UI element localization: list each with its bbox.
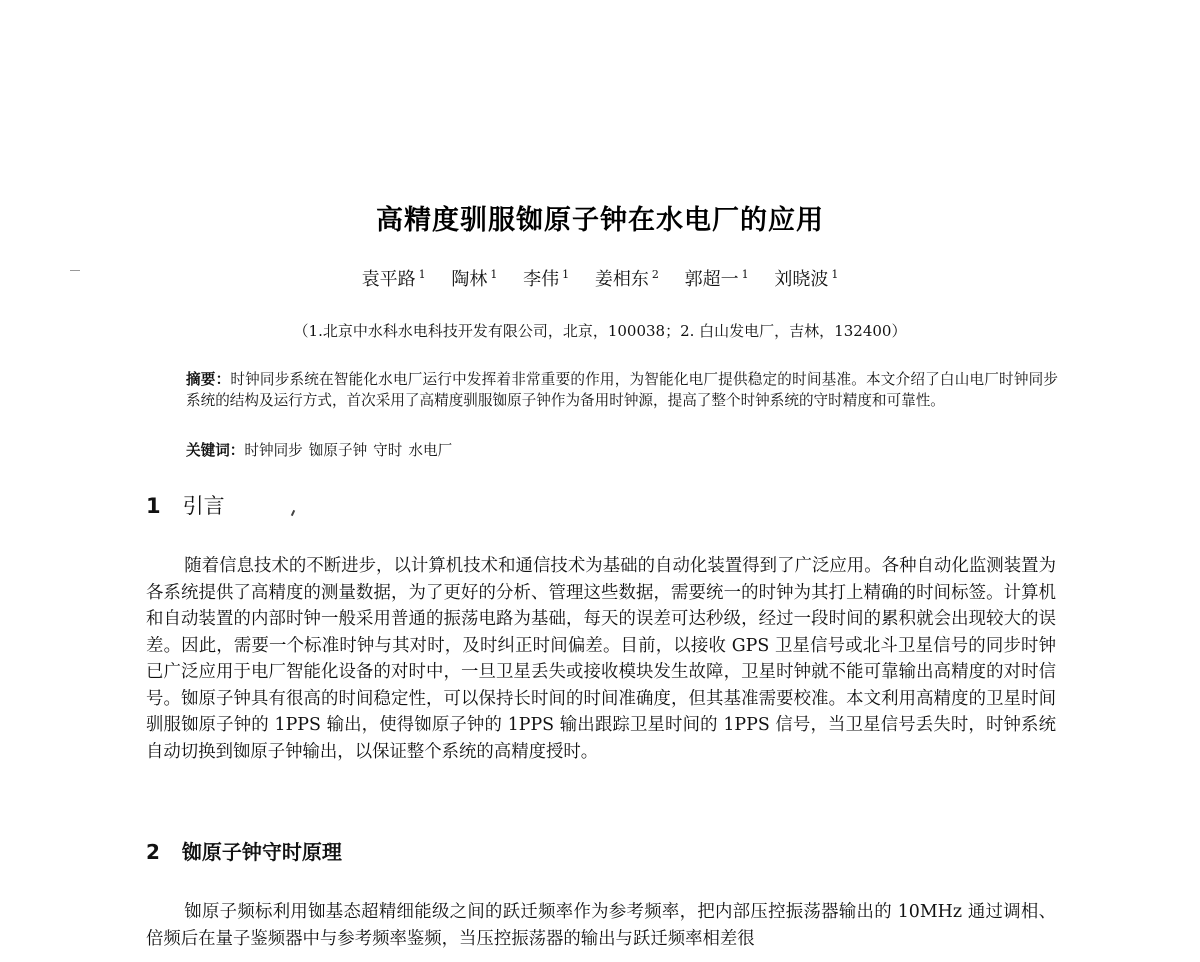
section-heading	[146, 836, 342, 865]
author: 李伟 $^1$	[523, 268, 570, 290]
affiliation: （1.北京中水科水电科技开发有限公司，北京，100038；2. 白山发电厂，吉林，132400）	[293, 322, 907, 340]
keyword: 水电厂	[408, 442, 453, 459]
author: 郭超一 $^1$	[684, 268, 749, 290]
keywords-label: 关键词：	[186, 442, 245, 459]
author: 陶林 $^1$	[451, 268, 498, 290]
scan-artifact	[291, 510, 295, 516]
paper-title: 高精度驯服铷原子钟在水电厂的应用	[376, 205, 824, 236]
abstract-text: 时钟同步系统在智能化水电厂运行中发挥着非常重要的作用，为智能化电厂提供稳定的时间基准。本文介绍了白山电厂时钟同步系统的结构及运行方式，首次采用了高精度驯服铷原子钟作为备用时钟源，提高了整个时钟系统的守时精度和可靠性。	[186, 371, 1058, 409]
abstract-label: 摘要：	[186, 371, 231, 388]
author: 姜相东 $^2$	[594, 268, 659, 290]
author: 袁平路 $^1$	[361, 268, 426, 290]
section-number: 2	[146, 840, 160, 864]
section-paragraph: 随着信息技术的不断进步，以计算机技术和通信技术为基础的自动化装置得到了广泛应用。各种自动化监测装置为各系统提供了高精度的测量数据，为了更好的分析、管理这些数据，需要统一的时钟为其打上精确的时间标签。计算机和自动装置的内部时钟一般采用普通的振荡电路为基础，每天的误差可达秒级，经过一段时间的累积就会出现较大的误差。因此，需要一个标准时钟与其对时，及时纠正时间偏差。目前，以接收 GPS 卫星信号或北斗卫星信号的同步时钟已广泛应用于电厂智能化设备的对时中，一旦卫星丢失或接收模块发生故障，卫星时钟就不能可靠输出高精度的对时信号。铷原子钟具有很高的时间稳定性，可以保持长时间的时间准确度，但其基准需要校准。本文利用高精度的卫星时间驯服铷原子钟的 1PPS 输出，使得铷原子钟的 1PPS 输出跟踪卫星时间的 1PPS 信号，当卫星信号丢失时，时钟系统自动切换到铷原子钟输出，以保证整个系统的高精度授时。	[146, 556, 1056, 762]
section-title: 铷原子钟守时原理	[181, 840, 342, 864]
keyword: 铷原子钟	[308, 442, 368, 459]
keywords	[186, 440, 1058, 461]
abstract	[186, 369, 1058, 411]
section-heading	[146, 490, 225, 520]
author-list	[0, 265, 1200, 291]
section-number: 1	[146, 494, 161, 518]
keyword: 守时	[373, 442, 403, 459]
section-title: 引言	[182, 494, 225, 518]
section-paragraph: 铷原子频标利用铷基态超精细能级之间的跃迁频率作为参考频率，把内部压控振荡器输出的 10MHz 通过调相、倍频后在量子鉴频器中与参考频率鉴频，当压控振荡器的输出与跃迁频率相差很	[146, 902, 1056, 949]
author: 刘晓波 $^1$	[774, 268, 839, 290]
keyword: 时钟同步	[244, 442, 303, 459]
